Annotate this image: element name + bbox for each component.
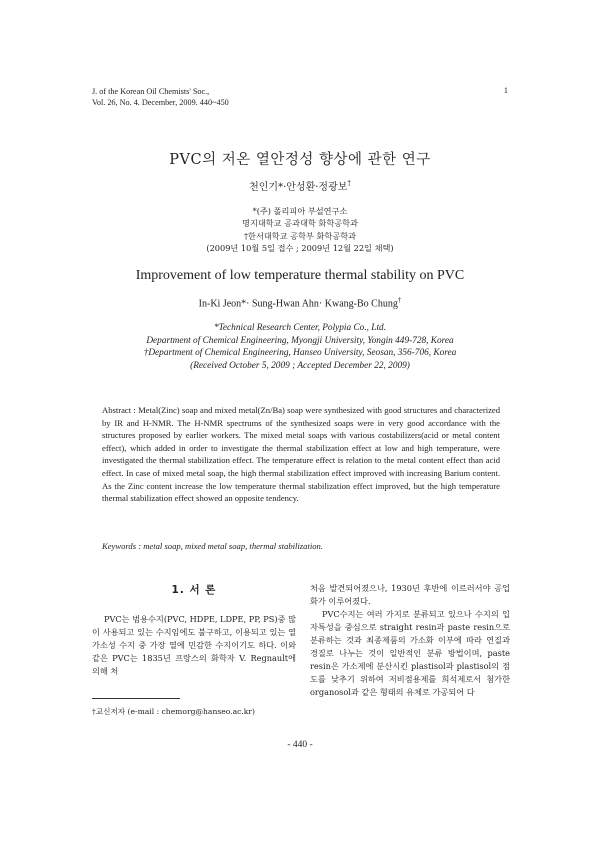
- abstract-text: Metal(Zinc) soap and mixed metal(Zn/Ba) soap were synthesized with good structures and characterized by IR and H-NMR. The H-NMR spectrums of the synthesized soaps were in very good accordance with the structures proposed by earlier workers. The mixed metal soaps with various costabilizers(acid or metal content effect), which added in order to investigate the thermal stabilization effect at low and high temperature, were investigated the thermal stabilization effect. The temperature effect is relation to the metal content effect than acid effect. In case of mixed metal soap, the high thermal stabilization effect improved with increasing Barium content. As the Zinc content increase the low temperature thermal stabilization effect improved, but the high temperature thermal stabilization effect showed an opposite tendency.: [102, 405, 501, 504]
- affiliation-line: Department of Chemical Engineering, Myongji University, Yongin 449-728, Korea: [146, 335, 454, 346]
- journal-line-1: J. of the Korean Oil Chemists' Soc.,: [92, 87, 210, 96]
- affiliation-line: 명지대학교 공과대학 화학공학과: [242, 218, 358, 229]
- body-paragraph: PVC수지는 여러 가지로 분류되고 있으나 수지의 입자특성을 중심으로 straight resin과 paste resin으로 분류하는 것과 최종제품의 가소화 이부에 따라 연질과 경질로 나누는 것이 일반적인 분류 방법이며, paste resin은 가소제에 분산시킨 plastisol과 plastisol의 점도를 낮추기 위하여 저비점용제를 희석제로서 첨가한 organosol과 같은 형태의 유체로 가공되어 다: [310, 609, 510, 697]
- journal-line-2: Vol. 26, No. 4. December, 2009. 440~450: [92, 98, 229, 107]
- affiliation-line: *(주) 폴리피아 부설연구소: [252, 206, 348, 216]
- page-number-bottom: - 440 -: [287, 740, 313, 750]
- body-paragraph: PVC는 범용수지(PVC, HDPE, LDPE, PP, PS)중 많이 사용되고 있는 수지임에도 불구하고, 이용되고 있는 열가소성 수지 중 가장 열에 민감한 수지이기도 하다. 이와 같은 PVC는 1835년 프랑스의 화학자 V. Regnault에 의해 처: [92, 614, 297, 676]
- abstract: [102, 404, 500, 505]
- left-column: [92, 582, 296, 678]
- english-authors: [0, 296, 600, 309]
- keywords: Keywords : metal soap, mixed metal soap, thermal stabilization.: [102, 541, 323, 551]
- corresponding-mark: †: [397, 296, 402, 304]
- abstract-label: Abstract :: [102, 405, 136, 415]
- section-heading: 1. 서 론: [171, 584, 217, 596]
- footnote-rule: [92, 698, 180, 699]
- korean-title: PVC의 저온 열안정성 향상에 관한 연구: [169, 152, 431, 168]
- english-title: Improvement of low temperature thermal stability on PVC: [135, 268, 465, 283]
- affiliation-line: †Department of Chemical Engineering, Hanseo University, Seosan, 356-706, Korea: [143, 348, 457, 359]
- affiliation-line: *Technical Research Center, Polypia Co., Ltd.: [213, 323, 387, 333]
- english-affiliations: [0, 322, 600, 372]
- korean-authors: [0, 178, 600, 193]
- korean-affiliations: [0, 205, 600, 255]
- affiliation-line: †한서대학교 공학부 화학공학과: [243, 230, 357, 241]
- english-author-names: In-Ki Jeon*· Sung-Hwan Ahn· Kwang-Bo Chung: [198, 298, 398, 310]
- korean-author-names: 천인기*·안성환·정광보: [249, 182, 348, 193]
- corresponding-mark: †: [347, 179, 351, 188]
- received-dates-ko: (2009년 10월 5일 접수 ; 2009년 12월 22일 채택): [206, 243, 394, 254]
- received-dates-en: (Received October 5, 2009 ; Accepted December 22, 2009): [190, 360, 410, 371]
- right-column: [310, 582, 510, 699]
- journal-citation: [92, 86, 229, 108]
- page-number-top: 1: [503, 86, 508, 95]
- body-paragraph: 처음 발견되어졌으나, 1930년 후반에 이르러서야 공업화가 이루어졌다.: [310, 583, 510, 606]
- footnote: †교신저자 (e-mail : chemorg@hanseo.ac.kr): [92, 707, 255, 716]
